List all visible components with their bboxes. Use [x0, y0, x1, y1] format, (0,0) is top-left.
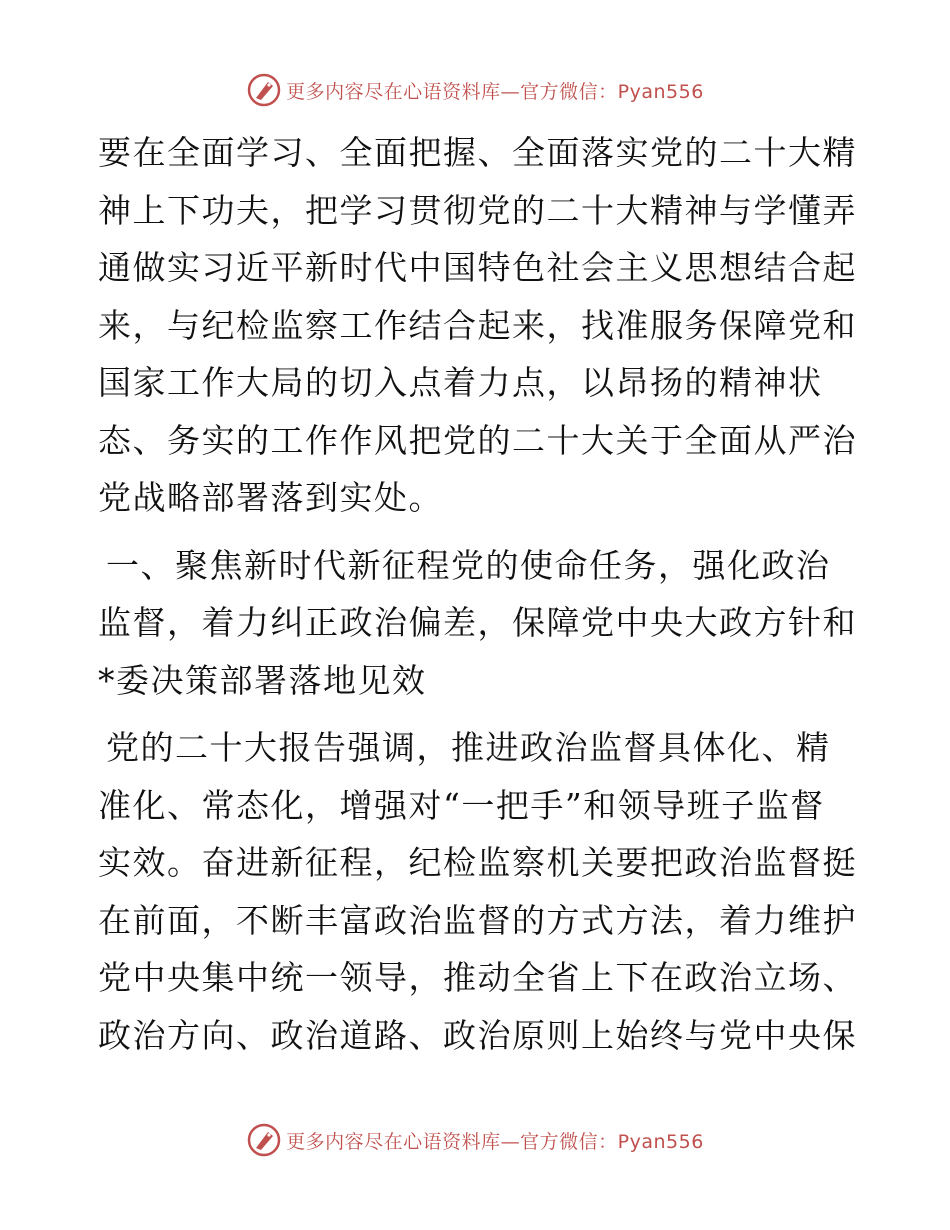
- text-line: 要在全面学习、全面把握、全面落实党的二十大精: [98, 133, 857, 172]
- paragraph-intro: [98, 124, 858, 527]
- watermark-account: Pyan556: [617, 1130, 704, 1153]
- text-line: 监督，着力纠正政治偏差，保障党中央大政方针和: [98, 603, 857, 642]
- section-heading: [98, 537, 858, 710]
- text-line: 通做实习近平新时代中国特色社会主义思想结合起: [98, 248, 857, 287]
- text-line: 政治方向、政治道路、政治原则上始终与党中央保: [98, 1015, 857, 1055]
- header-watermark: [0, 70, 950, 110]
- footer-watermark: [0, 1120, 950, 1160]
- watermark-account: Pyan556: [617, 80, 704, 103]
- text-line: 实效。奋进新征程，纪检监察机关要把政治监督挺: [98, 843, 857, 882]
- text-line: 国家工作大局的切入点着力点，以昂扬的精神状: [98, 363, 823, 402]
- text-line: *委决策部署落地见效: [98, 660, 427, 700]
- watermark-text: 更多内容尽在心语资料库—官方微信：Pyan556: [286, 80, 704, 103]
- watermark-text: 更多内容尽在心语资料库—官方微信：Pyan556: [286, 1130, 704, 1153]
- text-line: 在前面，不断丰富政治监督的方式方法，着力维护: [98, 900, 857, 940]
- document-body: [98, 124, 858, 1064]
- text-line: 态、务实的工作作风把党的二十大关于全面从严治: [98, 420, 857, 460]
- text-line: 准化、常态化，增强对“一把手”和领导班子监督: [98, 785, 825, 825]
- text-line: 党中央集中统一领导，推动全省上下在政治立场、: [98, 958, 857, 997]
- paragraph-body: [98, 719, 858, 1064]
- text-line: 党战略部署落到实处。: [98, 478, 443, 517]
- text-line: 党的二十大报告强调，推进政治监督具体化、精: [106, 728, 831, 767]
- text-line: 神上下功夫，把学习贯彻党的二十大精神与学懂弄: [98, 190, 857, 230]
- text-line: 一、聚焦新时代新征程党的使命任务，强化政治: [106, 545, 831, 585]
- pen-nib-logo-icon: [246, 1122, 282, 1158]
- pen-nib-logo-icon: [246, 72, 282, 108]
- text-line: 来，与纪检监察工作结合起来，找准服务保障党和: [98, 305, 857, 345]
